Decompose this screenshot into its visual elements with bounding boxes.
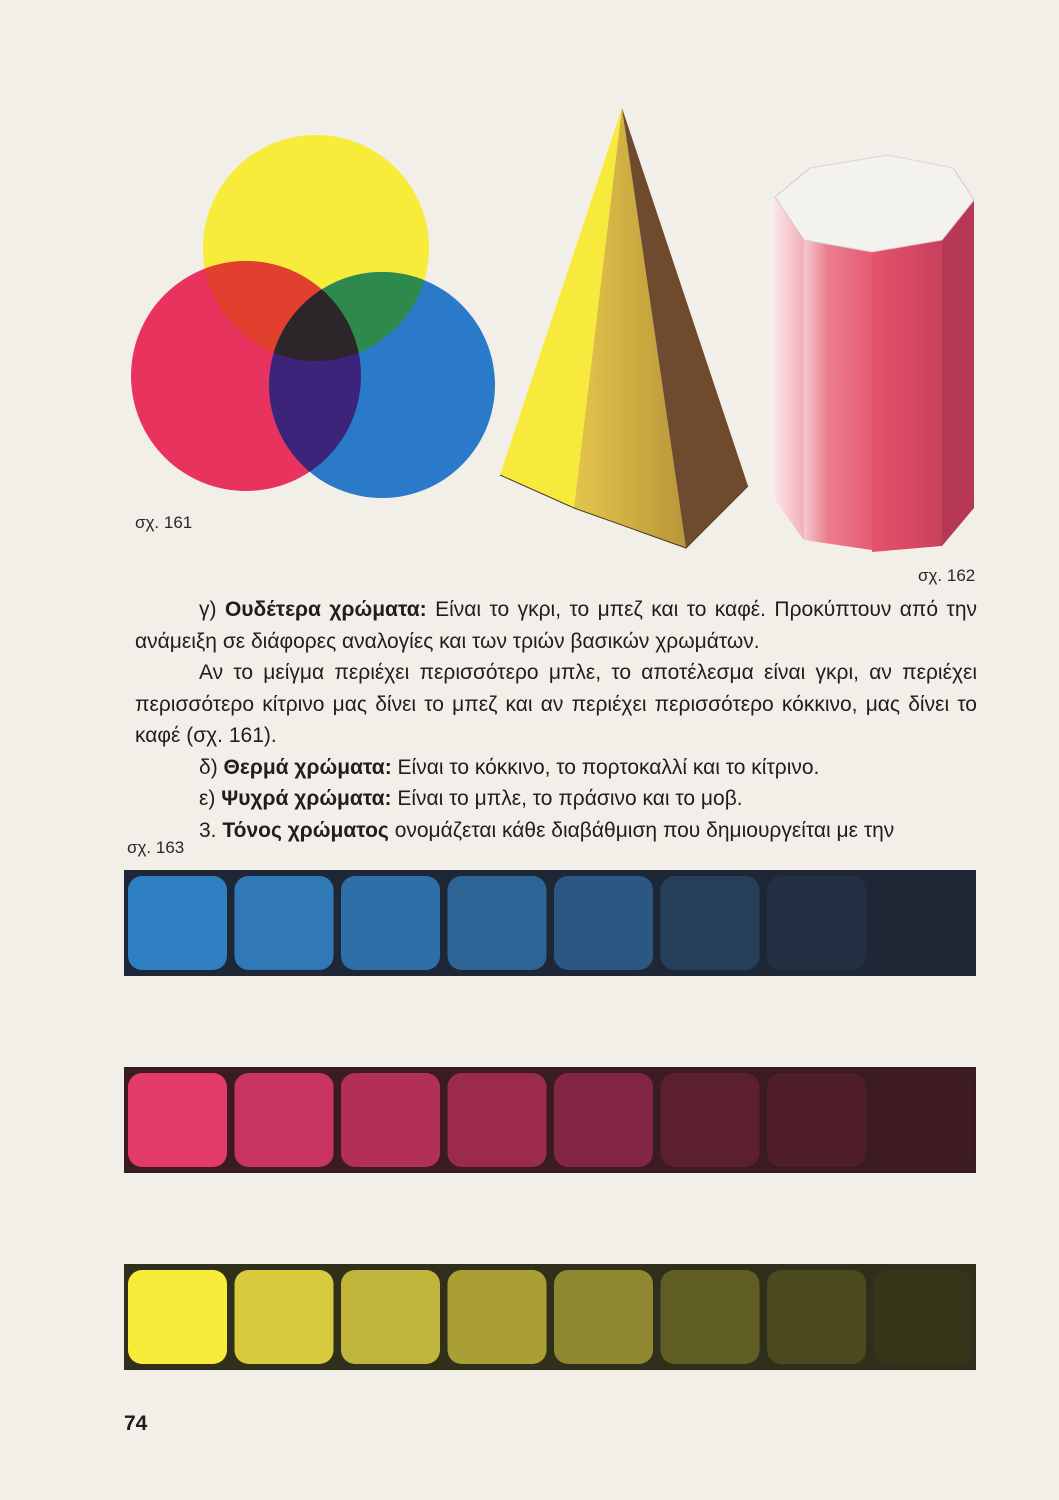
neutral-colors-definition: Είναι το γκρι, το μπεζ και το καφέ. Προκύπτουν από την ανάμειξη σε διάφορες αναλογίες και των τριών βασικών χρωμάτων. [135, 598, 977, 653]
paragraph-neutral-colors [135, 594, 977, 657]
tone-swatch [448, 876, 547, 970]
tone-swatch [767, 876, 866, 970]
term-neutral-colors: Ουδέτερα χρώματα: [224, 598, 427, 621]
mixture-explanation: Αν το μείγμα περιέχει περισσότερο μπλε, το αποτέλεσμα είναι γκρι, αν περιέχει περισσότερο κίτρινο μας δίνει το μπεζ και αν περιέχει περισσότερο κόκκινο, μας δίνει το καφέ (σχ. 161). [135, 661, 977, 747]
octagonal-prism [775, 155, 974, 552]
tone-swatch [341, 876, 440, 970]
item-marker: δ) [199, 755, 218, 779]
tone-swatch [874, 1073, 973, 1167]
tone-swatch [448, 1073, 547, 1167]
tone-swatch [341, 1270, 440, 1364]
figure-163-tone-strips [124, 870, 976, 1376]
tone-swatch [661, 1073, 760, 1167]
figure-162-caption: σχ. 162 [918, 566, 976, 585]
paragraph-cool-colors [135, 783, 977, 815]
tone-swatch [554, 876, 653, 970]
figure-163-caption: σχ. 163 [127, 838, 185, 857]
tone-swatch [235, 876, 334, 970]
tone-swatch [128, 1270, 227, 1364]
tone-swatch [661, 1270, 760, 1364]
term-cool-colors: Ψυχρά χρώματα: [221, 787, 392, 810]
figure-161-caption: σχ. 161 [135, 513, 193, 532]
tone-swatch [554, 1073, 653, 1167]
item-marker: γ) [199, 598, 217, 621]
tone-swatch [874, 876, 973, 970]
tone-swatch [235, 1270, 334, 1364]
item-marker: ε) [199, 787, 216, 810]
tone-strip-yellow [124, 1264, 976, 1370]
pyramid [500, 108, 748, 548]
tone-swatch [554, 1270, 653, 1364]
tone-swatch [128, 876, 227, 970]
term-warm-colors: Θερμά χρώματα: [223, 755, 392, 779]
item-marker: 3. [199, 818, 217, 842]
tone-swatch [767, 1270, 866, 1364]
paragraph-color-tone [135, 815, 977, 847]
tone-swatch [448, 1270, 547, 1364]
paragraph-warm-colors [135, 752, 977, 784]
paragraph-mixture [135, 657, 977, 752]
cool-colors-definition: Είναι το μπλε, το πράσινο και το μοβ. [397, 787, 743, 810]
tone-swatch [128, 1073, 227, 1167]
figure-162-solids [490, 100, 990, 570]
term-color-tone: Τόνος χρώματος [222, 818, 389, 842]
tone-strip-blue [124, 870, 976, 976]
color-tone-definition: ονομάζεται κάθε διαβάθμιση που δημιουργείται με την [394, 818, 895, 842]
page-number: 74 [124, 1412, 148, 1435]
warm-colors-definition: Είναι το κόκκινο, το πορτοκαλλί και το κίτρινο. [397, 755, 820, 779]
body-text [135, 594, 977, 846]
tone-swatch [767, 1073, 866, 1167]
tone-strip-red [124, 1067, 976, 1173]
tone-swatch [235, 1073, 334, 1167]
tone-swatch [341, 1073, 440, 1167]
figure-161-color-circles [120, 140, 510, 510]
tone-swatch [661, 876, 760, 970]
tone-swatch [874, 1270, 973, 1364]
